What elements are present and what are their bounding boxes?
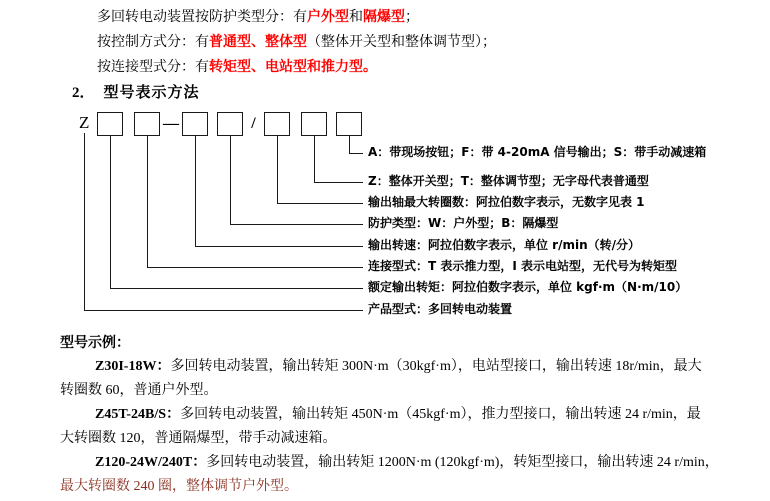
- connector-line-horizontal: [147, 267, 363, 268]
- text-segment: 大转圈数 120，普通隔爆型，带手动减速箱。: [60, 431, 337, 446]
- connector-line-horizontal: [84, 310, 363, 311]
- text-segment: 普通型、整体型: [209, 34, 307, 50]
- model-code-box: [217, 112, 243, 136]
- connector-line-horizontal: [277, 203, 363, 204]
- model-code-box: [182, 112, 208, 136]
- connector-line-horizontal: [349, 153, 363, 154]
- text-segment: 隔爆型: [363, 9, 405, 25]
- text-segment: 最大转圈数 240 圈，整体调节户外型。: [60, 479, 298, 494]
- text-segment: 多回转电动装置按防护类型分：有: [97, 10, 307, 25]
- connector-line-vertical: [195, 136, 196, 247]
- text-segment: Z45T-24B/S：: [95, 407, 181, 422]
- diagram-label: A：带现场按钮；F：带 4-20mA 信号输出；S：带手动减速箱: [368, 145, 707, 159]
- text-segment: Z30I-18W：: [95, 359, 171, 374]
- model-code-box: [336, 112, 362, 136]
- text-segment: 多回转电动装置，输出转矩 300N·m（30kgf·m），电站型接口，输出转速 18r/min，最大: [170, 359, 702, 374]
- connector-line-vertical: [277, 136, 278, 204]
- example-line: [60, 380, 218, 402]
- text-segment: 转圈数 60，普通户外型。: [60, 383, 218, 398]
- slash-separator: /: [251, 115, 256, 132]
- connector-line-vertical: [230, 136, 231, 225]
- text-segment: 转矩型、电站型和推力型。: [209, 59, 377, 75]
- connector-line-vertical: [349, 136, 350, 154]
- connector-line-vertical: [147, 136, 148, 268]
- intro-line: [97, 30, 496, 55]
- diagram-label: 连接型式：T 表示推力型，I 表示电站型，无代号为转矩型: [368, 259, 678, 273]
- text-segment: （整体开关型和整体调节型）；: [307, 35, 496, 50]
- dash-separator: —: [163, 115, 179, 132]
- intro-line: [97, 55, 377, 80]
- connector-line-vertical: [110, 136, 111, 289]
- example-line: [60, 476, 298, 498]
- intro-line: [97, 5, 419, 30]
- diagram-label: 防护类型：W：户外型；B：隔爆型: [368, 216, 559, 230]
- diagram-label: 产品型式：多回转电动装置: [368, 302, 513, 316]
- text-segment: 户外型: [307, 9, 349, 25]
- diagram-label: 输出轴最大转圈数：阿拉伯数字表示，无数字见表 1: [368, 195, 645, 209]
- text-segment: 和: [349, 10, 363, 25]
- model-prefix-letter: Z: [79, 113, 90, 132]
- example-line: [95, 356, 702, 378]
- examples-heading: 型号示例：: [60, 336, 130, 351]
- example-line: [95, 404, 701, 426]
- section-title: 型号表示方法: [103, 83, 200, 101]
- connector-line-horizontal: [314, 182, 363, 183]
- diagram-label: 输出转速：阿拉伯数字表示，单位 r/min（转/分）: [368, 238, 641, 252]
- connector-line-horizontal: [110, 288, 363, 289]
- connector-line-vertical: [314, 136, 315, 183]
- text-segment: 按连接型式分：有: [97, 60, 209, 75]
- connector-line-horizontal: [195, 246, 363, 247]
- section-number: 2．: [72, 85, 95, 101]
- example-line: [95, 452, 719, 474]
- text-segment: 多回转电动装置，输出转矩 450N·m（45kgf·m），推力型接口，输出转速 24 r/min，最: [180, 407, 701, 422]
- connector-line-vertical: [84, 133, 85, 311]
- model-code-box: [134, 112, 160, 136]
- connector-line-horizontal: [230, 224, 363, 225]
- text-segment: Z120-24W/240T：: [95, 455, 207, 470]
- model-code-box: [264, 112, 290, 136]
- example-line: [60, 428, 337, 450]
- diagram-label: Z：整体开关型；T：整体调节型；无字母代表普通型: [368, 174, 649, 188]
- text-segment: 按控制方式分：有: [97, 35, 209, 50]
- text-segment: 多回转电动装置，输出转矩 1200N·m (120kgf·m)，转矩型接口，输出转速 24 r/min，: [206, 455, 719, 470]
- section-heading: [72, 81, 200, 102]
- model-code-box: [97, 112, 123, 136]
- model-code-box: [301, 112, 327, 136]
- diagram-label: 额定输出转矩：阿拉伯数字表示，单位 kgf·m（N·m/10）: [368, 280, 688, 294]
- text-segment: ；: [405, 10, 419, 25]
